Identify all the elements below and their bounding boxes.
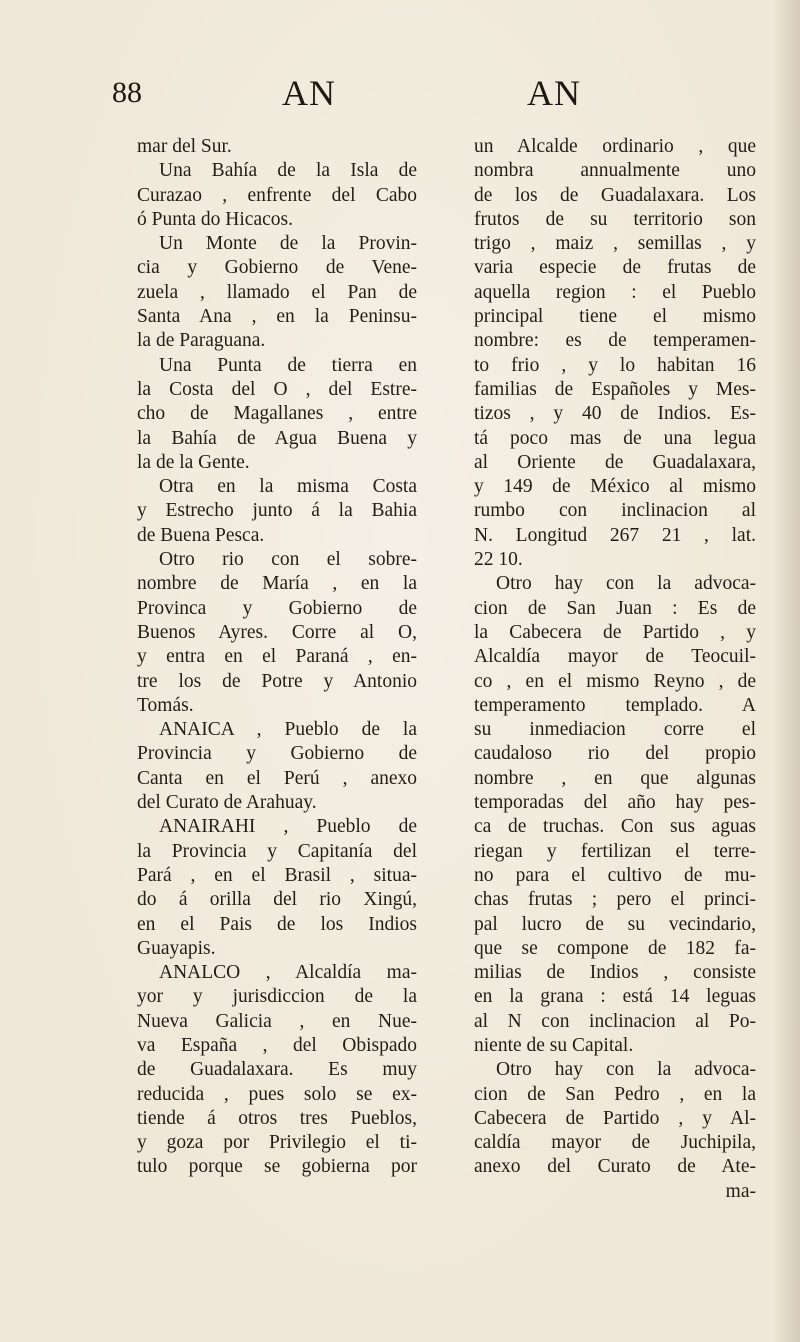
text-line: de los de Guadalaxara. Los xyxy=(474,184,756,206)
text-line: co , en el mismo Reyno , de xyxy=(474,670,756,692)
text-line: Nueva Galicia , en Nue- xyxy=(137,1010,417,1032)
text-line: pal lucro de su vecindario, xyxy=(474,913,756,935)
text-line: reducida , pues solo se ex- xyxy=(137,1083,417,1105)
text-line: al Oriente de Guadalaxara, xyxy=(474,451,756,473)
text-line: tá poco mas de una legua xyxy=(474,427,756,449)
text-line: Cabecera de Partido , y Al- xyxy=(474,1107,756,1129)
text-line: principal tiene el mismo xyxy=(474,306,756,328)
text-line: Santa Ana , en la Peninsu- xyxy=(137,306,417,328)
text-line: temporadas del año hay pes- xyxy=(474,792,756,814)
text-line: la Bahía de Agua Buena y xyxy=(137,427,417,449)
text-line: cion de San Pedro , en la xyxy=(474,1083,756,1105)
text-line: cho de Magallanes , entre xyxy=(137,403,417,425)
text-line: en la grana : está 14 leguas xyxy=(474,986,756,1008)
text-line: Alcaldía mayor de Teocuil- xyxy=(474,646,756,668)
left-text-column xyxy=(137,135,417,1180)
text-line: trigo , maiz , semillas , y xyxy=(474,233,756,255)
text-line: Guayapis. xyxy=(137,937,216,959)
text-line: al N con inclinacion al Po- xyxy=(474,1010,756,1032)
text-line: nombre de María , en la xyxy=(137,573,417,595)
text-line: milias de Indios , consiste xyxy=(474,962,756,984)
text-line: de Guadalaxara. Es muy xyxy=(137,1059,417,1081)
text-line: aquella region : el Pueblo xyxy=(474,281,756,303)
text-line: mar del Sur. xyxy=(137,136,232,157)
text-line: y 149 de México al mismo xyxy=(474,476,756,498)
text-line: N. Longitud 267 21 , lat. xyxy=(474,524,756,546)
text-line: caudaloso rio del propio xyxy=(474,743,756,765)
text-line: caldía mayor de Juchipila, xyxy=(474,1132,756,1154)
text-line: nombre: es de temperamen- xyxy=(474,330,756,352)
text-line: de Buena Pesca. xyxy=(137,524,265,546)
text-line: nombre , en que algunas xyxy=(474,767,756,789)
running-head-right: AN xyxy=(527,73,581,113)
text-line: y goza por Privilegio el ti- xyxy=(137,1132,417,1154)
text-line: la de la Gente. xyxy=(137,451,250,473)
text-line: Pará , en el Brasil , situa- xyxy=(137,864,417,886)
text-line: Un Monte de la Provin- xyxy=(159,233,417,255)
text-line: en el Pais de los Indios xyxy=(137,913,417,935)
text-line: y entra en el Paraná , en- xyxy=(137,646,417,668)
text-line: frutos de su territorio son xyxy=(474,208,756,230)
text-line: to frio , y lo habitan 16 xyxy=(474,354,756,376)
text-line: cia y Gobierno de Vene- xyxy=(137,257,417,279)
text-line: niente de su Capital. xyxy=(474,1034,634,1056)
page-number: 88 xyxy=(112,76,142,109)
text-line: rumbo con inclinacion al xyxy=(474,500,756,522)
text-line: Otra en la misma Costa xyxy=(159,476,417,498)
text-line: la de Paraguana. xyxy=(137,330,266,352)
text-line: del Curato de Arahuay. xyxy=(137,792,317,814)
text-line: 22 10. xyxy=(474,549,523,571)
text-line: ó Punta do Hicacos. xyxy=(137,208,293,230)
text-line: tulo porque se gobierna por xyxy=(137,1156,417,1178)
text-line: cion de San Juan : Es de xyxy=(474,597,756,619)
page-header xyxy=(0,68,800,118)
text-line: Curazao , enfrente del Cabo xyxy=(137,184,417,206)
page-edge-shadow xyxy=(772,0,800,1342)
text-line: tre los de Potre y Antonio xyxy=(137,670,417,692)
text-line: Buenos Ayres. Corre al O, xyxy=(137,621,417,643)
text-line: Una Punta de tierra en xyxy=(159,354,417,376)
text-line: tizos , y 40 de Indios. Es- xyxy=(474,403,756,425)
text-line: la Cabecera de Partido , y xyxy=(474,621,756,643)
text-line: chas frutas ; pero el princi- xyxy=(474,889,756,911)
text-line: nombra annualmente uno xyxy=(474,160,756,182)
text-line: ma- xyxy=(725,1180,756,1202)
right-text-column xyxy=(474,135,756,1204)
text-line: un Alcalde ordinario , que xyxy=(474,136,756,157)
text-line: Provincia y Gobierno de xyxy=(137,743,417,765)
text-line: Otro rio con el sobre- xyxy=(159,549,417,571)
text-line: riegan y fertilizan el terre- xyxy=(474,840,756,862)
running-head-left: AN xyxy=(282,73,336,113)
text-line: ANALCO , Alcaldía ma- xyxy=(159,962,417,984)
text-line: yor y jurisdiccion de la xyxy=(137,986,417,1008)
text-line: ANAIRAHI , Pueblo de xyxy=(159,816,417,838)
text-line: Tomás. xyxy=(137,694,194,716)
text-line: tiende á otros tres Pueblos, xyxy=(137,1107,417,1129)
text-line: ANAICA , Pueblo de la xyxy=(159,719,417,741)
text-line: Otro hay con la advoca- xyxy=(496,573,756,595)
text-line: do á orilla del rio Xingú, xyxy=(137,889,417,911)
text-line: y Estrecho junto á la Bahia xyxy=(137,500,417,522)
text-line: su inmediacion corre el xyxy=(474,719,756,741)
text-line: la Provincia y Capitanía del xyxy=(137,840,417,862)
text-line: familias de Españoles y Mes- xyxy=(474,378,756,400)
text-line: varia especie de frutas de xyxy=(474,257,756,279)
text-line: temperamento templado. A xyxy=(474,694,756,716)
text-line: Otro hay con la advoca- xyxy=(496,1059,756,1081)
text-line: va España , del Obispado xyxy=(137,1034,417,1056)
text-line: Provinca y Gobierno de xyxy=(137,597,417,619)
text-line: Canta en el Perú , anexo xyxy=(137,767,417,789)
text-line: zuela , llamado el Pan de xyxy=(137,281,417,303)
text-line: que se compone de 182 fa- xyxy=(474,937,756,959)
text-line: ca de truchas. Con sus aguas xyxy=(474,816,756,838)
text-line: la Costa del O , del Estre- xyxy=(137,378,417,400)
text-line: no para el cultivo de mu- xyxy=(474,864,756,886)
text-line: Una Bahía de la Isla de xyxy=(159,160,417,182)
text-line: anexo del Curato de Ate- xyxy=(474,1156,756,1178)
